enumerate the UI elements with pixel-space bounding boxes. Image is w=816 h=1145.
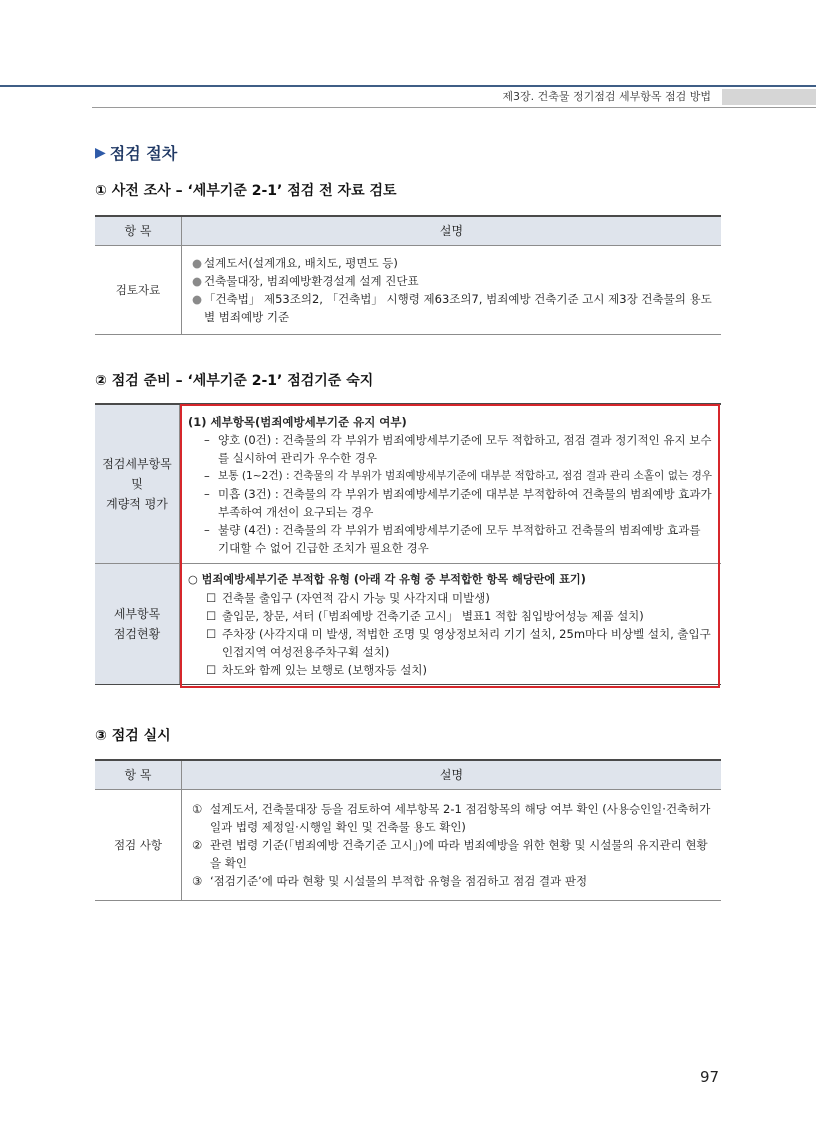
header-underline — [92, 107, 816, 108]
list-item: ② 관련 법령 기준(「범죄예방 건축기준 고시」)에 따라 범죄예방을 위한 현황 및 시설물의 유지관리 현황을 확인 — [192, 838, 708, 870]
list-item: ☐ 차도와 함께 있는 보행로 (보행자등 설치) — [206, 663, 427, 677]
bullet-icon: ● — [192, 292, 203, 306]
list-item: ① 설계도서, 건축물대장 등을 검토하여 세부항목 2-1 점검항목의 해당 여부 확인 (사용승인일·건축허가일과 법령 제정일·시행일 확인 및 건축물 용도 확인) — [192, 802, 711, 834]
step2-row2-title: ○ 범죄예방세부기준 부적합 유형 (아래 각 유형 중 부적합한 항목 해당란에 표기) — [188, 573, 586, 586]
list-item: ● 「건축법」 제53조의2, 「건축법」 시행령 제63조의7, 범죄예방 건축기준 고시 제3장 건축물의 용도별 범죄예방 기준 — [192, 292, 712, 324]
step3-header-row — [95, 760, 721, 790]
triangle-right-icon: ▶ — [95, 144, 106, 161]
step1-col-desc: 설명 — [182, 216, 722, 246]
list-item: – 불량 (4건) : 건축물의 각 부위가 범죄예방세부기준에 모두 부적합하고 건축물의 범죄예방 효과를 기대할 수 없어 긴급한 조치가 필요한 경우 — [204, 523, 701, 555]
step2-row1-label: 점검세부항목 및 계량적 평가 — [95, 404, 180, 564]
list-item: ③ ‘점검기준’에 따라 현황 및 시설물의 부적합 유형을 점검하고 점검 결과 판정 — [192, 874, 588, 888]
checkbox-icon: ☐ — [206, 627, 217, 641]
step1-col-item: 항 목 — [95, 216, 182, 246]
step1-row-desc — [182, 246, 722, 335]
step1-row-label: 검토자료 — [95, 246, 182, 335]
step2-row1-body — [180, 404, 722, 564]
checkbox-icon: ☐ — [206, 591, 217, 605]
step3-row-desc — [182, 790, 722, 901]
step3-heading: ③ 점검 실시 — [95, 728, 171, 744]
table-row — [95, 564, 721, 685]
list-item: – 양호 (0건) : 건축물의 각 부위가 범죄예방세부기준에 모두 적합하고, 점검 결과 정기적인 유지 보수를 실시하여 관리가 우수한 경우 — [204, 433, 712, 465]
table-row — [95, 790, 721, 901]
step3-col-desc: 설명 — [182, 760, 722, 790]
step1-table — [95, 215, 721, 335]
table-row — [95, 246, 721, 335]
header-top-rule — [0, 85, 816, 87]
step3-col-item: 항 목 — [95, 760, 182, 790]
section-title — [95, 141, 177, 164]
step1-header-row — [95, 216, 721, 246]
checkbox-icon: ☐ — [206, 609, 217, 623]
list-item: ● 건축물대장, 범죄예방환경설계 설계 진단표 — [192, 274, 419, 288]
list-item: – 미흡 (3건) : 건축물의 각 부위가 범죄예방세부기준에 대부분 부적합하여 건축물의 범죄예방 효과가 부족하여 개선이 요구되는 경우 — [204, 487, 712, 519]
list-item: ☐ 출입문, 창문, 셔터 (「범죄예방 건축기준 고시」 별표1 적합 침입방어성능 제품 설치) — [206, 609, 644, 623]
step2-heading: ② 점검 준비 – ‘세부기준 2-1’ 점검기준 숙지 — [95, 373, 374, 389]
step3-table — [95, 759, 721, 901]
header-tab-block — [722, 89, 816, 105]
list-item: – 보통 (1~2건) : 건축물의 각 부위가 범죄예방세부기준에 대부분 적합하고, 점검 결과 관리 소홀이 없는 경우 — [204, 469, 713, 483]
step2-row1-title: (1) 세부항목(범죄예방세부기준 유지 여부) — [188, 415, 407, 429]
table-row — [95, 404, 721, 564]
chapter-title: 제3장. 건축물 정기점검 세부항목 점검 방법 — [502, 90, 711, 103]
page-number: 97 — [700, 1068, 720, 1086]
list-item: ☐ 건축물 출입구 (자연적 감시 가능 및 사각지대 미발생) — [206, 591, 490, 605]
step1-heading: ① 사전 조사 – ‘세부기준 2-1’ 점검 전 자료 검토 — [95, 183, 397, 199]
section-title-text: 점검 절차 — [109, 144, 178, 163]
step2-row2-label: 세부항목 점검현황 — [95, 564, 180, 685]
checkbox-icon: ☐ — [206, 663, 217, 677]
list-item: ☐ 주차장 (사각지대 미 발생, 적법한 조명 및 영상정보처리 기기 설치, 25m마다 비상벨 설치, 출입구 인접지역 여성전용주차구획 설치) — [206, 627, 711, 659]
step3-row-label: 점검 사항 — [95, 790, 182, 901]
bullet-icon: ● — [192, 274, 203, 288]
step2-table — [95, 403, 721, 685]
bullet-icon: ● — [192, 256, 203, 270]
step2-row2-body — [180, 564, 722, 685]
list-item: ● 설계도서(설계개요, 배치도, 평면도 등) — [192, 256, 398, 270]
